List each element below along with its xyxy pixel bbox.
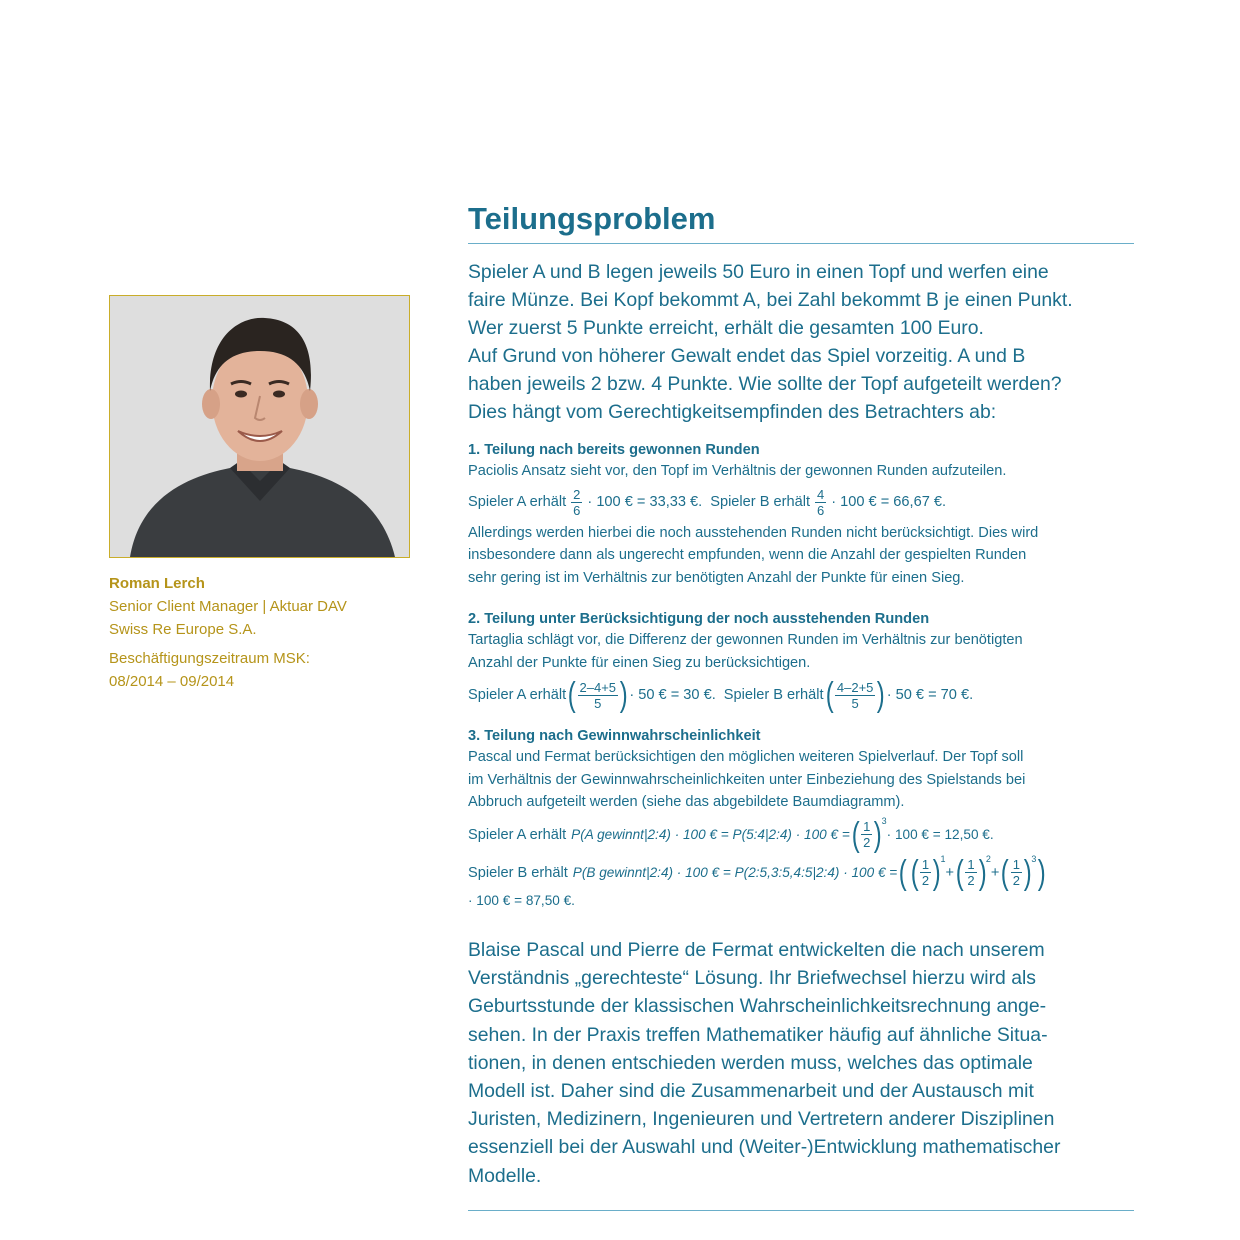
closing-line: Geburtsstunde der klassischen Wahrscheinlichkeitsrechnung ange- bbox=[468, 995, 1047, 1018]
intro-line: haben jeweils 2 bzw. 4 Punkte. Wie sollte der Topf aufgeteilt werden? bbox=[468, 373, 1062, 395]
profile-role: Senior Client Manager | Aktuar DAV bbox=[109, 598, 347, 615]
closing-line: Verständnis „gerechteste“ Lösung. Ihr Briefwechsel hierzu wird als bbox=[468, 967, 1036, 990]
numerator: 1 bbox=[863, 819, 871, 834]
section-text: sehr gering ist im Verhältnis zur benötigten Anzahl der Punkte für einen Sieg. bbox=[468, 569, 965, 586]
formula-label-b: Spieler B erhält bbox=[710, 494, 810, 510]
denominator: 5 bbox=[594, 695, 602, 711]
profile-period-label: Beschäftigungszeitraum MSK: bbox=[109, 650, 310, 667]
closing-line: Juristen, Medizinern, Ingenieuren und Vertretern anderer Disziplinen bbox=[468, 1108, 1055, 1131]
formula-label-b: Spieler B erhält bbox=[723, 687, 824, 703]
plus-sign: + bbox=[990, 864, 1000, 881]
numerator: 2 bbox=[573, 486, 581, 502]
formula-expression: P(A gewinnt|2:4) · 100 € = P(5:4|2:4) · 100 € = bbox=[571, 826, 850, 842]
section-text: Tartaglia schlägt vor, die Differenz der gewonnen Runden im Verhältnis zur benötigten bbox=[468, 632, 1023, 648]
section-text: Pascal und Fermat berücksichtigen den möglichen weiteren Spielverlauf. Der Topf soll bbox=[468, 749, 1024, 765]
exponent: 1 bbox=[940, 853, 946, 864]
fraction bbox=[835, 680, 876, 711]
portrait-photo bbox=[109, 295, 410, 558]
formula-label-a: Spieler A erhält bbox=[468, 687, 567, 703]
closing-line: essenziell bei der Auswahl und (Weiter-)Entwicklung mathematischer bbox=[468, 1136, 1061, 1159]
section-3 bbox=[468, 726, 1134, 912]
section-text: insbesondere dann als ungerecht empfunden, wenn die Anzahl der gespielten Runden bbox=[468, 547, 1027, 563]
section-text: Anzahl der Punkte für einen Sieg zu berücksichtigen. bbox=[468, 654, 811, 671]
denominator: 2 bbox=[967, 873, 975, 888]
profile-name: Roman Lerch bbox=[109, 575, 205, 592]
denominator: 5 bbox=[851, 695, 859, 711]
profile-company: Swiss Re Europe S.A. bbox=[109, 621, 257, 638]
fraction bbox=[1011, 857, 1022, 888]
section-heading: 3. Teilung nach Gewinnwahrscheinlichkeit bbox=[468, 728, 761, 744]
formula-2: Spieler A erhält ( $\frac{2-4+5}{5}$ ) · 50 € = 30 €. Spieler B erhält ( $\frac{4-2+5}{5}$ ) · 50 € = 70 €. bbox=[468, 676, 974, 714]
denominator: 2 bbox=[863, 835, 871, 850]
closing-line: Modelle. bbox=[468, 1164, 542, 1187]
numerator: 1 bbox=[967, 857, 975, 872]
formula-label-a: Spieler A erhält bbox=[468, 494, 567, 510]
article-title: Teilungsproblem bbox=[468, 201, 716, 236]
formula-result-a: · 100 € = 33,33 €. bbox=[587, 494, 703, 510]
article bbox=[468, 200, 1134, 1190]
formula-1 bbox=[468, 487, 1134, 518]
article-intro bbox=[468, 258, 1134, 426]
section-text: im Verhältnis der Gewinnwahrscheinlichkeiten unter Einbeziehung des Spielstands bei bbox=[468, 771, 1026, 788]
section-1 bbox=[468, 440, 1134, 589]
numerator: 1 bbox=[1012, 857, 1020, 872]
closing-line: Modell ist. Daher sind die Zusammenarbeit und der Austausch mit bbox=[468, 1080, 1034, 1103]
numerator: 4–2+5 bbox=[836, 679, 874, 695]
numerator: 1 bbox=[921, 857, 930, 872]
denominator: 2 bbox=[1012, 873, 1020, 888]
intro-line: Dies hängt vom Gerechtigkeitsempfinden des Betrachters ab: bbox=[468, 401, 997, 423]
section-text: Paciolis Ansatz sieht vor, den Topf im Verhältnis der gewonnen Runden aufzuteilen. bbox=[468, 463, 1007, 479]
closing-line: tionen, in denen entschieden werden muss, welches das optimale bbox=[468, 1051, 1033, 1074]
section-text: Allerdings werden hierbei die noch ausstehenden Runden nicht berücksichtigt. Dies wird bbox=[468, 524, 1039, 541]
portrait-illustration bbox=[110, 296, 409, 557]
formula-3a: Spieler A erhält P(A gewinnt|2:4) · 100 € = P(5:4|2:4) · 100 € = ( $\frac{1}{2}$ ) 3 · 100 € = 12,50 €. bbox=[468, 818, 1134, 852]
intro-line: faire Münze. Bei Kopf bekommt A, bei Zahl bekommt B je einen Punkt. bbox=[468, 289, 1073, 311]
formula-result-b: · 100 € = 66,67 €. bbox=[831, 494, 947, 510]
intro-line: Spieler A und B legen jeweils 50 Euro in einen Topf und werfen eine bbox=[468, 261, 1049, 283]
formula-result-b: · 50 € = 70 €. bbox=[886, 687, 974, 703]
formula-result-b: · 100 € = 87,50 €. bbox=[468, 892, 575, 908]
fraction bbox=[578, 680, 619, 711]
denominator: 6 bbox=[817, 502, 825, 518]
exponent: 3 bbox=[1031, 853, 1037, 864]
section-heading: 1. Teilung nach bereits gewonnen Runden bbox=[468, 442, 760, 458]
formula-result-a: · 100 € = 12,50 €. bbox=[886, 826, 994, 842]
formula-label-a: Spieler A erhält bbox=[468, 826, 567, 843]
exponent: 3 bbox=[881, 815, 887, 826]
formula-expression: P(B gewinnt|2:4) · 100 € = P(2:5,3:5,4:5|2:4) · 100 € = bbox=[572, 864, 898, 880]
formula-label-b: Spieler B erhält bbox=[468, 864, 568, 881]
bottom-divider bbox=[468, 1210, 1134, 1211]
numerator: 2–4+5 bbox=[579, 679, 617, 695]
fraction bbox=[861, 819, 872, 850]
intro-line: Wer zuerst 5 Punkte erreicht, erhält die gesamten 100 Euro. bbox=[468, 317, 984, 339]
section-2 bbox=[468, 609, 1134, 712]
profile-caption bbox=[109, 572, 347, 693]
section-heading: 2. Teilung unter Berücksichtigung der noch ausstehenden Runden bbox=[468, 611, 930, 627]
denominator: 6 bbox=[573, 502, 581, 518]
title-divider bbox=[468, 243, 1134, 244]
fraction bbox=[571, 487, 582, 518]
fraction bbox=[965, 857, 976, 888]
closing-line: sehen. In der Praxis treffen Mathematiker häufig auf ähnliche Situa- bbox=[468, 1023, 1048, 1046]
fraction bbox=[920, 857, 931, 888]
exponent: 2 bbox=[985, 853, 991, 864]
closing-paragraph bbox=[468, 936, 1134, 1190]
section-text: Abbruch aufgeteilt werden (siehe das abgebildete Baumdiagramm). bbox=[468, 794, 905, 810]
profile-period: 08/2014 – 09/2014 bbox=[109, 673, 235, 690]
closing-line: Blaise Pascal und Pierre de Fermat entwickelten die nach unserem bbox=[468, 939, 1045, 961]
intro-line: Auf Grund von höherer Gewalt endet das Spiel vorzeitig. A und B bbox=[468, 345, 1026, 367]
denominator: 2 bbox=[921, 873, 930, 888]
fraction bbox=[815, 487, 826, 518]
plus-sign: + bbox=[945, 864, 954, 881]
formula-result-a: · 50 € = 30 €. bbox=[629, 687, 716, 703]
formula-3b: Spieler B erhält P(B gewinnt|2:4) · 100 € = P(2:5,3:5,4:5|2:4) · 100 € = ( ( $\frac{1}{2}$ ) 1 + ( $\frac{1}{2}$ ) 2 + ( $\frac{1}{2}$ ) 3 ) bbox=[468, 856, 1134, 890]
numerator: 4 bbox=[817, 486, 825, 502]
